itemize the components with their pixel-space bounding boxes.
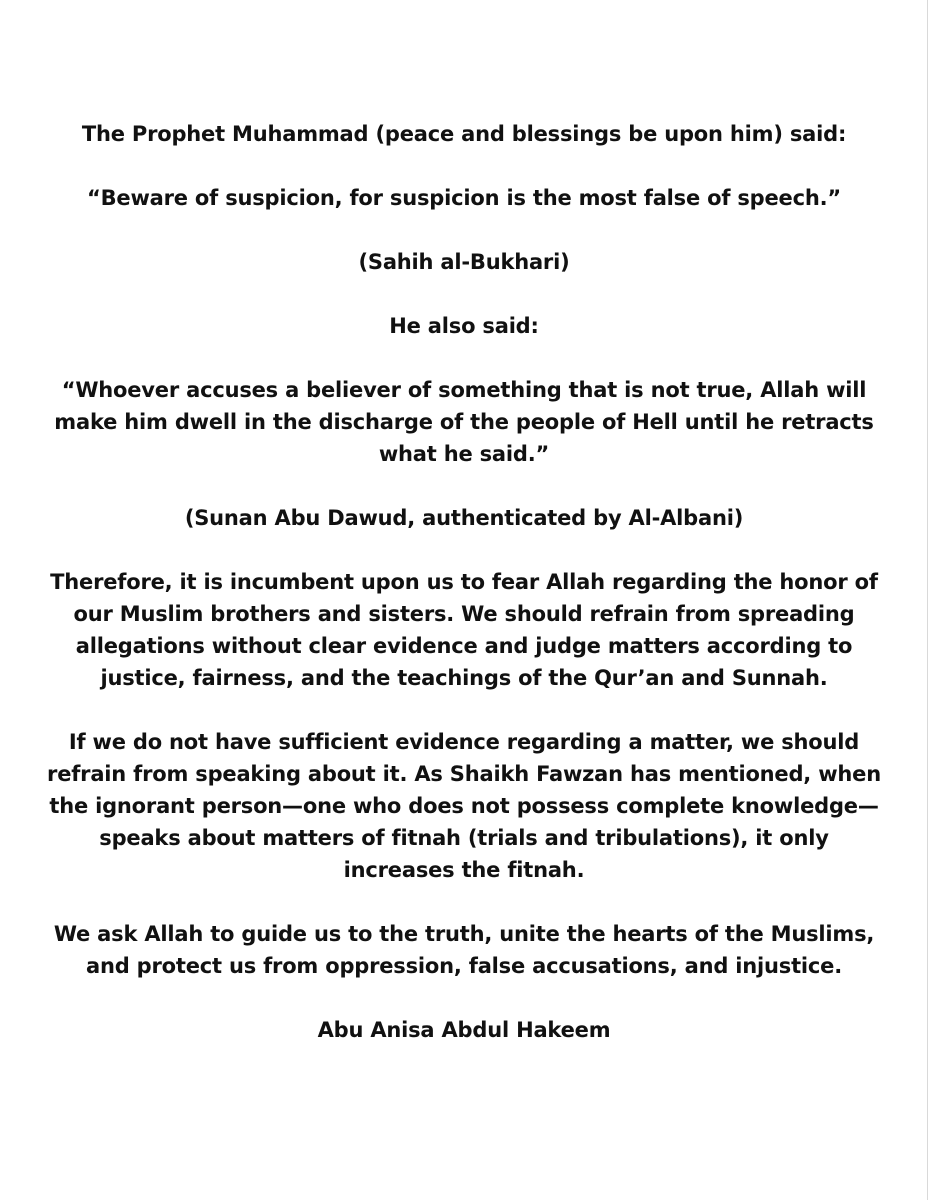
author-signature: Abu Anisa Abdul Hakeem bbox=[317, 1018, 611, 1042]
paragraph-line: our Muslim brothers and sisters. We should refrain from spreading bbox=[73, 602, 855, 626]
paragraph-line: If we do not have sufficient evidence regarding a matter, we should bbox=[68, 730, 860, 754]
paragraph-evidence bbox=[40, 726, 888, 886]
hadith-quote-2-line: make him dwell in the discharge of the people of Hell until he retracts bbox=[54, 410, 874, 434]
paragraph-line: justice, fairness, and the teachings of the Qur’an and Sunnah. bbox=[100, 666, 828, 690]
hadith-quote-2 bbox=[40, 374, 888, 470]
hadith-source-1: (Sahih al-Bukhari) bbox=[358, 250, 570, 274]
paragraph-line: and protect us from oppression, false accusations, and injustice. bbox=[85, 954, 842, 978]
paragraph-line: speaks about matters of fitnah (trials and tribulations), it only bbox=[99, 826, 829, 850]
hadith-quote-1: “Beware of suspicion, for suspicion is the most false of speech.” bbox=[87, 186, 841, 210]
paragraph-dua bbox=[40, 918, 888, 982]
hadith-quote-2-line: what he said.” bbox=[378, 442, 550, 466]
paragraph-line: the ignorant person—one who does not possess complete knowledge— bbox=[49, 794, 879, 818]
intro-line: The Prophet Muhammad (peace and blessings be upon him) said: bbox=[81, 122, 847, 146]
hadith-quote-2-line: “Whoever accuses a believer of something that is not true, Allah will bbox=[61, 378, 867, 402]
hadith-source-2: (Sunan Abu Dawud, authenticated by Al-Albani) bbox=[184, 506, 744, 530]
paragraph-line: We ask Allah to guide us to the truth, unite the hearts of the Muslims, bbox=[53, 922, 875, 946]
also-said-line: He also said: bbox=[389, 314, 539, 338]
paragraph-line: increases the fitnah. bbox=[343, 858, 585, 882]
paragraph-line: refrain from speaking about it. As Shaikh Fawzan has mentioned, when bbox=[47, 762, 881, 786]
paragraph-honor bbox=[40, 566, 888, 694]
paragraph-line: Therefore, it is incumbent upon us to fear Allah regarding the honor of bbox=[50, 570, 878, 594]
document-body bbox=[40, 118, 888, 1078]
paragraph-line: allegations without clear evidence and judge matters according to bbox=[75, 634, 853, 658]
